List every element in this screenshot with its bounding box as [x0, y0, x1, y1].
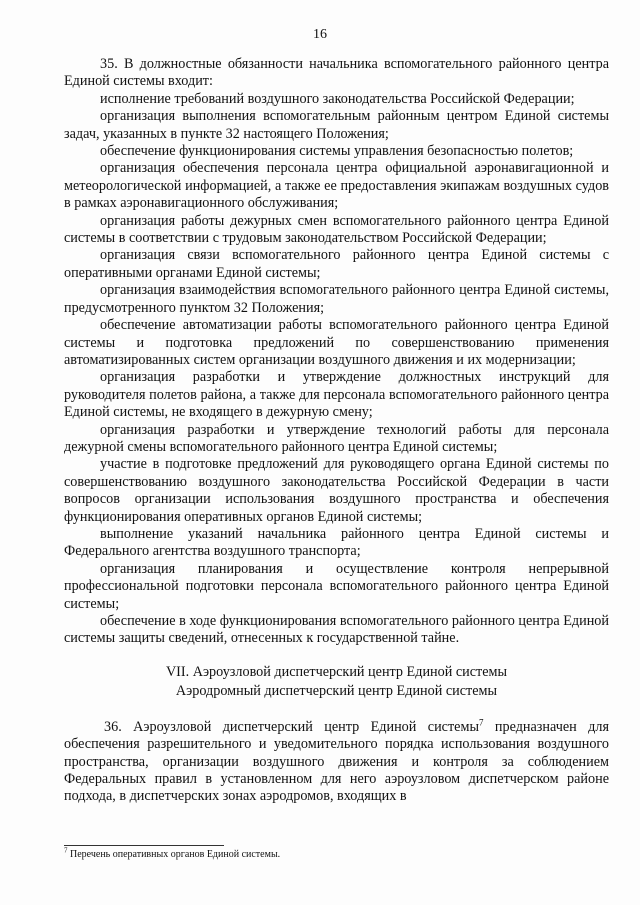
- page-number: 16: [313, 27, 327, 42]
- footnote-reference[interactable]: 7: [478, 717, 484, 728]
- list-item: организация разработки и утверждение технологий работы для персонала дежурной смены вспомогательного районного центра Единой системы;: [64, 421, 609, 455]
- list-item: обеспечение автоматизации работы вспомогательного районного центра Единой системы и подготовка предложений по совершенствованию применения автоматизированных систем организации воздушного движения и их модернизации;: [64, 317, 609, 368]
- paragraph-35-intro: 35. В должностные обязанности начальника вспомогательного районного центра Единой системы входит:: [64, 56, 609, 90]
- footnote: [64, 846, 281, 861]
- list-item: участие в подготовке предложений для руководящего органа Единой системы по совершенствованию воздушного законодательства Российской Федерации в части вопросов организации использования воздушного пространства и обеспечения функционирования оперативных органов Единой системы;: [64, 456, 609, 525]
- footnote-number: 7: [64, 846, 68, 855]
- paragraph-35-list: [64, 91, 609, 648]
- list-item: обеспечение функционирования системы управления безопасностью полетов;: [100, 143, 574, 160]
- footnote-text: Перечень оперативных органов Единой системы.: [67, 849, 281, 860]
- list-item: организация обеспечения персонала центра официальной аэронавигационной и метеорологической информацией, а также ее предоставления экипажам воздушных судов в рамках аэронавигационного обслуживания;: [64, 160, 609, 212]
- section-subtitle: Аэродромный диспетчерский центр Единой системы: [175, 682, 498, 699]
- section-title: VII. Аэроузловой диспетчерский центр Единой системы: [165, 663, 508, 680]
- list-item: выполнение указаний начальника районного центра Единой системы и Федерального агентства воздушного транспорта;: [64, 525, 609, 560]
- list-item: обеспечение в ходе функционирования вспомогательного районного центра Единой системы защиты сведений, отнесенных к государственной тайне.: [64, 613, 609, 647]
- list-item: организация взаимодействия вспомогательного районного центра Единой системы, предусмотренного пунктом 32 Положения;: [64, 282, 609, 316]
- list-item: организация разработки и утверждение должностных инструкций для руководителя полетов района, а также для персонала вспомогательного районного центра Единой системы, не входящего в дежурную смену;: [64, 369, 609, 421]
- list-item: организация работы дежурных смен вспомогательного районного центра Единой системы в соответствии с трудовым законодательством Российской Федерации;: [64, 212, 609, 247]
- document-body: [64, 56, 609, 806]
- list-item: организация связи вспомогательного районного центра Единой системы с оперативными органами Единой системы;: [64, 247, 609, 281]
- paragraph-36-rest: предназначен для обеспечения разрешительного и уведомительного порядка использования воздушного пространства, организации воздушного движения и контроля за соблюдением Федеральных правил в установленном для него аэроузловом диспетчерском районе подхода, в диспетчерских зонах аэродромов, входящих в: [64, 718, 610, 805]
- footnote-divider: [64, 845, 224, 846]
- paragraph-36-start: 36. Аэроузловой диспетчерский центр Единой системы: [104, 718, 479, 735]
- section-heading: [64, 663, 609, 701]
- paragraph-36: [64, 719, 609, 806]
- list-item: организация планирования и осуществление контроля непрерывной профессиональной подготовки персонала вспомогательного районного центра Единой системы;: [64, 560, 609, 612]
- list-item: организация выполнения вспомогательным районным центром Единой системы задач, указанных в пункте 32 настоящего Положения;: [64, 108, 609, 142]
- list-item: исполнение требований воздушного законодательства Российской Федерации;: [100, 90, 575, 107]
